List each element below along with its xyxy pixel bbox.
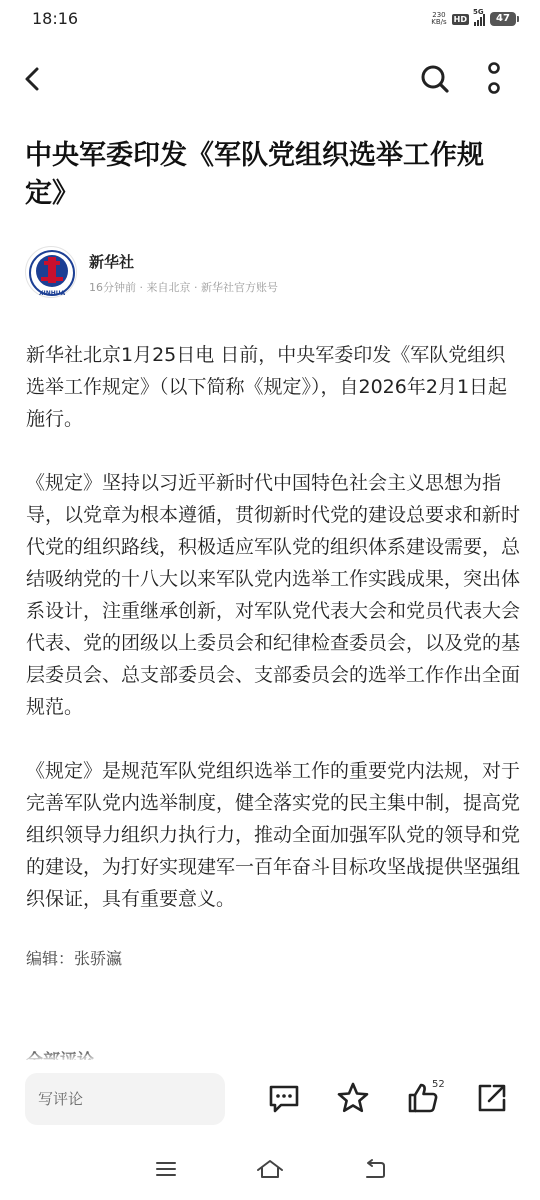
article-paragraph: 《规定》是规范军队党组织选举工作的重要党内法规，对于完善军队党内选举制度，健全落实党的民主集中制，提高党组织领导力组织力执行力，推动全面加强军队党的领导和党的建设，为打好实现建军一百年奋斗目标攻坚战提供坚强组织保证，具有重要意义。 bbox=[26, 760, 521, 910]
recent-apps-button[interactable] bbox=[151, 1154, 181, 1184]
more-options-button[interactable] bbox=[477, 62, 511, 96]
xinhua-logo-icon bbox=[26, 247, 78, 299]
comment-bubble-icon bbox=[267, 1081, 301, 1115]
article-title: 中央军委印发《军队党组织选举工作规定》 bbox=[25, 140, 484, 209]
article-paragraph: 《规定》坚持以习近平新时代中国特色社会主义思想为指导，以党章为根本遵循，贯彻新时代党的建设总要求和新时代党的组织路线，积极适应军队党的组织体系建设需要，总结吸纳党的十八大以来军队党内选举工作实践成果，突出体系设计，注重继承创新，对军队党代表大会和党员代表大会代表、党的团级以上委员会和纪律检查委员会，以及党的基层委员会、总支部委员会、支部委员会的选举工作作出全面规范。 bbox=[26, 472, 521, 718]
article-body bbox=[26, 339, 520, 971]
star-icon bbox=[336, 1081, 370, 1115]
home-button[interactable] bbox=[255, 1154, 285, 1184]
back-arrow-icon bbox=[363, 1158, 387, 1180]
editor-credit: 编辑：张骄瀛 bbox=[26, 949, 123, 968]
search-icon bbox=[419, 63, 451, 95]
author-name[interactable]: 新华社 bbox=[89, 253, 135, 271]
signal-icon bbox=[473, 8, 485, 26]
system-nav-bar bbox=[0, 1148, 540, 1190]
menu-lines-icon bbox=[155, 1159, 177, 1179]
network-speed-value: 230 bbox=[432, 11, 446, 19]
system-back-button[interactable] bbox=[360, 1154, 390, 1184]
like-count: 52 bbox=[432, 1079, 445, 1090]
vertical-dots-icon bbox=[484, 62, 504, 96]
status-time: 18:16 bbox=[32, 9, 79, 28]
share-icon bbox=[475, 1081, 509, 1115]
share-button[interactable] bbox=[474, 1080, 510, 1116]
author-row[interactable] bbox=[25, 244, 515, 304]
comment-input[interactable] bbox=[25, 1073, 225, 1125]
view-comments-button[interactable] bbox=[266, 1080, 302, 1116]
author-meta: 16分钟前 · 来自北京 · 新华社官方账号 bbox=[89, 281, 278, 294]
battery-icon bbox=[490, 12, 516, 26]
network-speed bbox=[431, 12, 446, 26]
battery-level: 47 bbox=[496, 13, 510, 24]
chevron-left-icon bbox=[22, 66, 44, 92]
hd-icon: HD bbox=[453, 14, 467, 24]
favorite-button[interactable] bbox=[335, 1080, 371, 1116]
top-nav-bar bbox=[0, 50, 540, 108]
status-bar bbox=[0, 0, 540, 38]
search-button[interactable] bbox=[418, 62, 452, 96]
home-icon bbox=[256, 1158, 284, 1180]
bottom-action-bar bbox=[0, 1060, 540, 1140]
network-type: 5G bbox=[473, 8, 484, 16]
status-icons bbox=[431, 10, 516, 28]
back-button[interactable] bbox=[16, 62, 50, 96]
svg-text:XINHUA: XINHUA bbox=[38, 290, 66, 297]
article-paragraph: 新华社北京1月25日电 日前，中央军委印发《军队党组织选举工作规定》（以下简称《规定》），自2026年2月1日起施行。 bbox=[26, 344, 508, 430]
avatar[interactable] bbox=[25, 246, 77, 298]
network-speed-unit: KB/s bbox=[431, 18, 447, 26]
comments-heading bbox=[26, 1046, 94, 1060]
